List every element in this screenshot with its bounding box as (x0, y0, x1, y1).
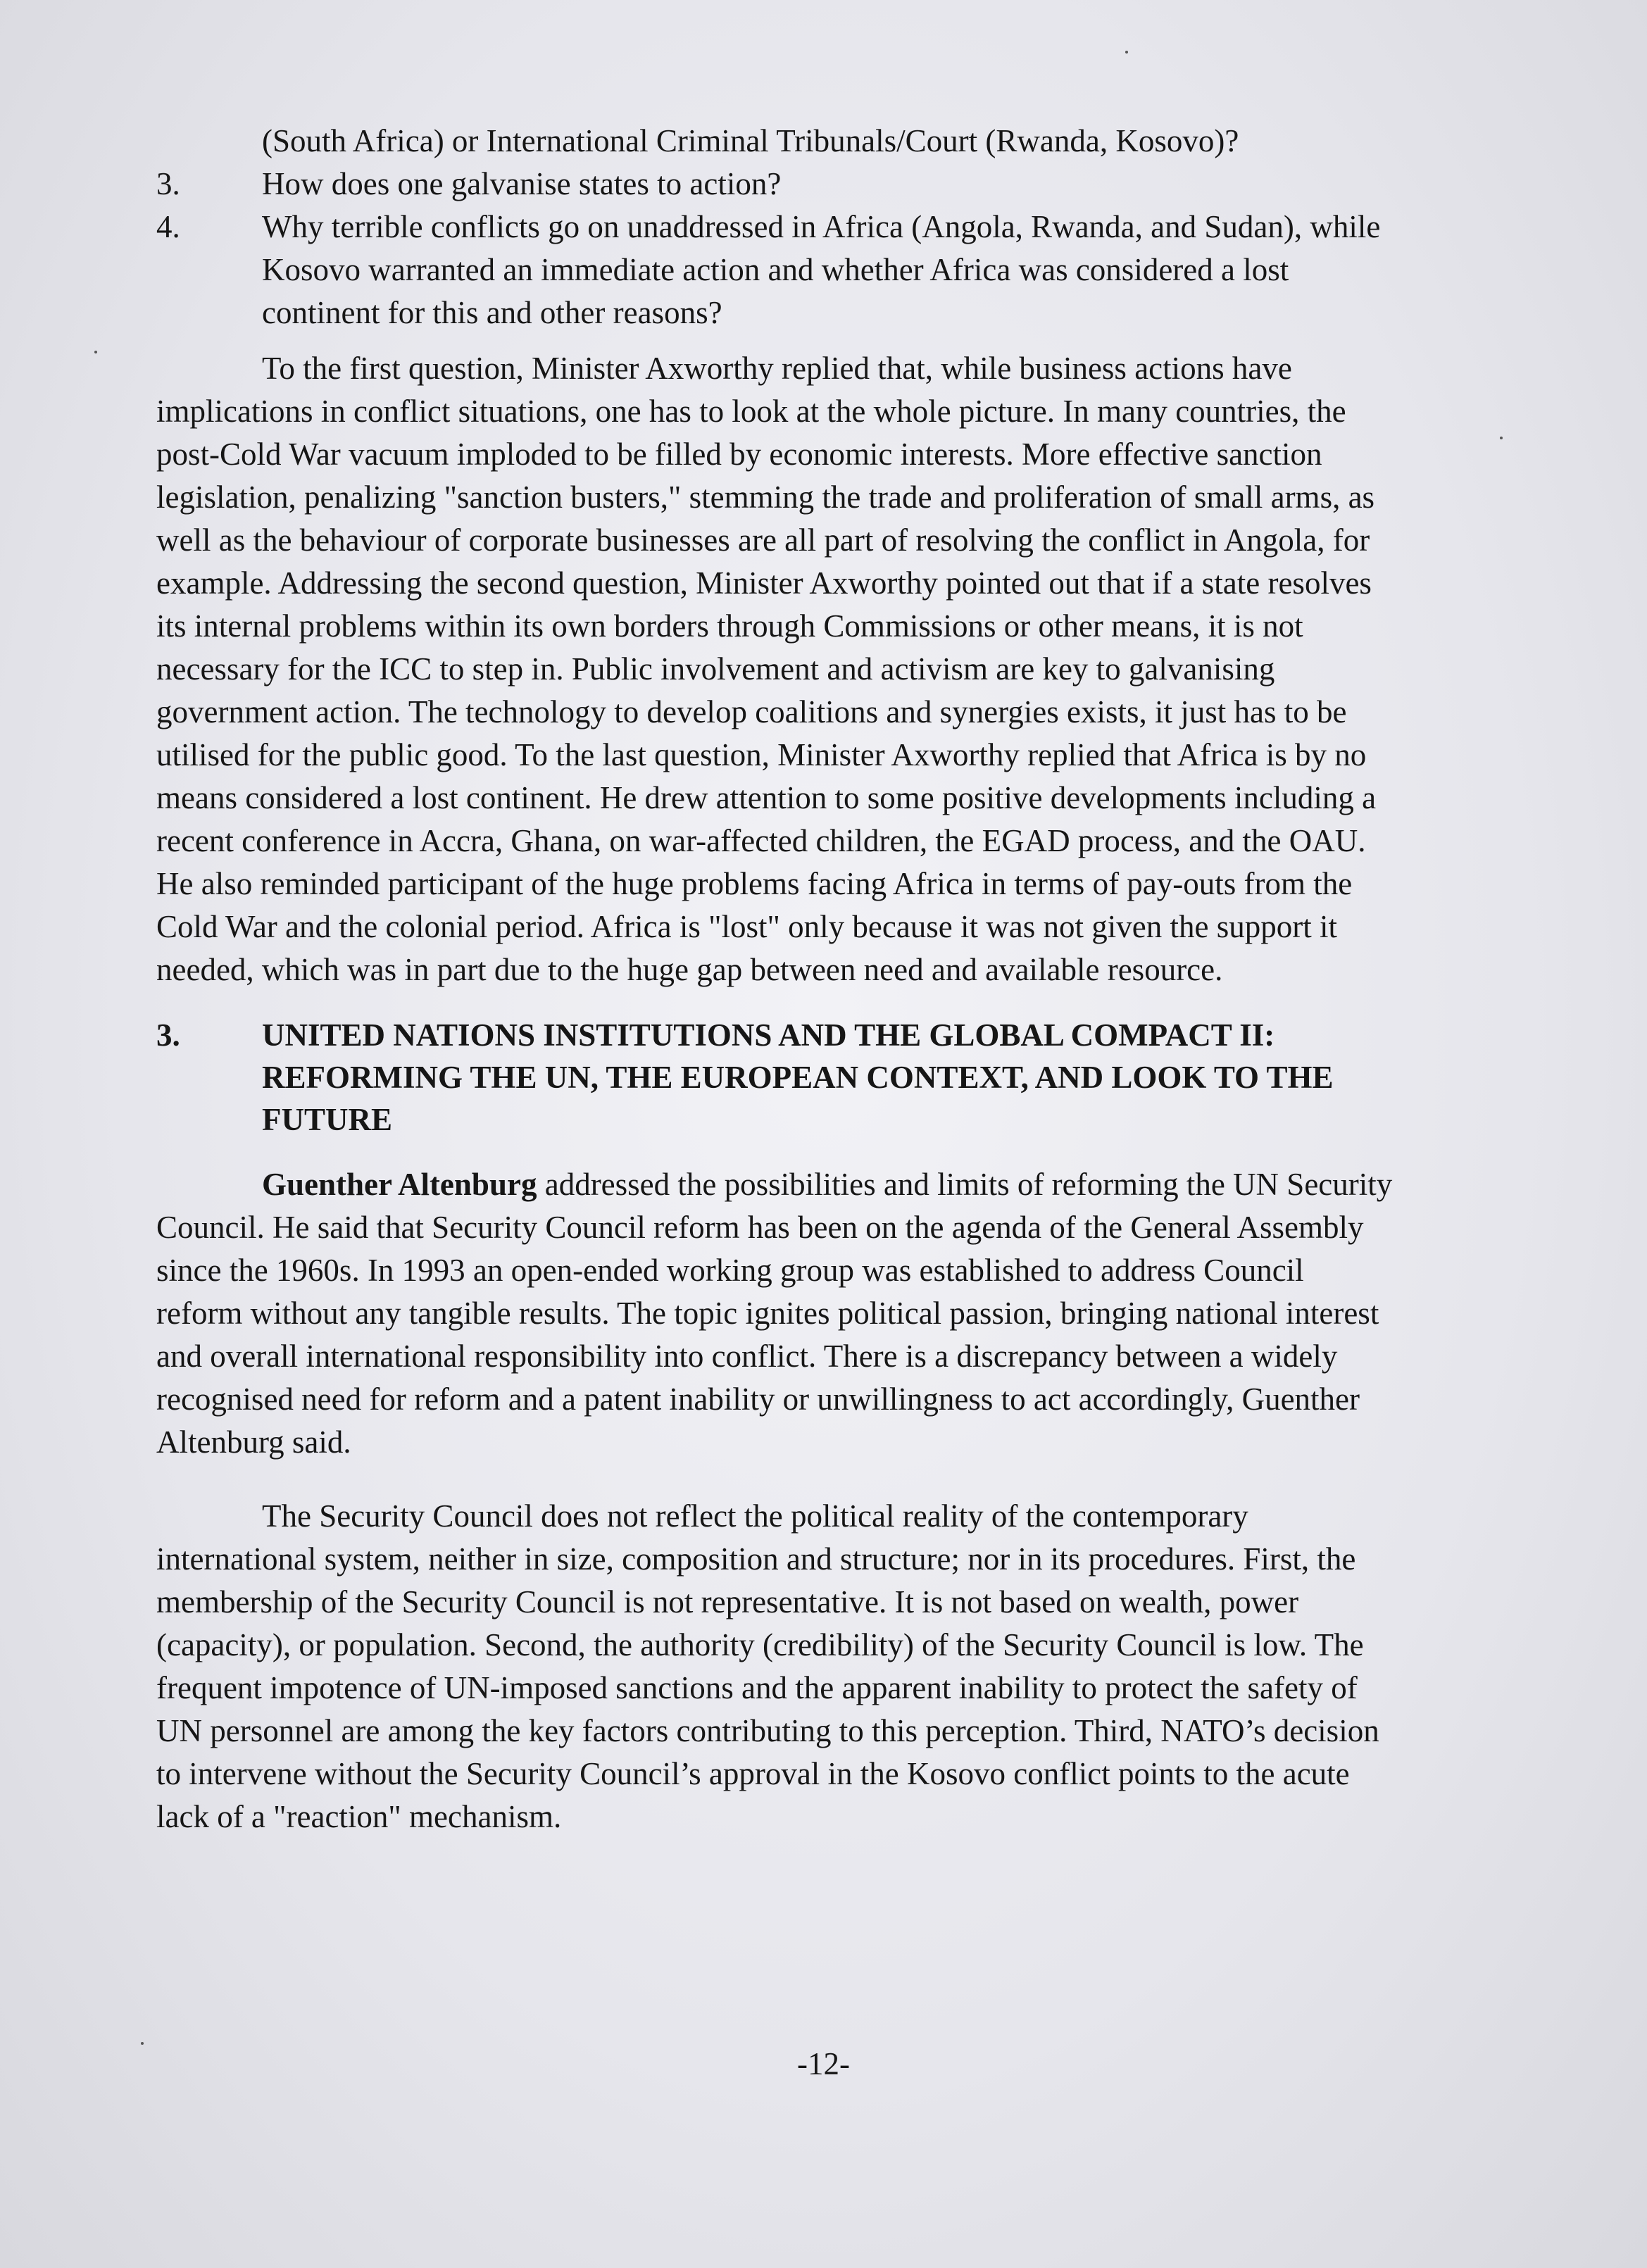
question-text: How does one galvanise states to action? (262, 166, 782, 201)
section-title-line: UNITED NATIONS INSTITUTIONS AND THE GLOBAL COMPACT II: (262, 1017, 1275, 1053)
paragraph-line: its internal problems within its own borders through Commissions or other means, it is not (156, 608, 1303, 644)
paragraph-altenburg (156, 1163, 1543, 1464)
scan-speck (141, 2042, 144, 2045)
paragraph-line: international system, neither in size, composition and structure; nor in its procedures. First, the (156, 1541, 1356, 1577)
paragraph-line: needed, which was in part due to the huge gap between need and available resource. (156, 952, 1223, 987)
paragraph-line: and overall international responsibility into conflict. There is a discrepancy between a widely (156, 1339, 1338, 1374)
question-list (156, 120, 1543, 334)
section-heading (156, 1014, 1543, 1141)
paragraph-line (156, 1163, 1543, 1206)
paragraph-line: well as the behaviour of corporate businesses are all part of resolving the conflict in Angola, for (156, 522, 1370, 558)
paragraph-line: Cold War and the colonial period. Africa is "lost" only because it was not given the support it (156, 909, 1337, 944)
paragraph-line: (capacity), or population. Second, the authority (credibility) of the Security Council is low. The (156, 1627, 1364, 1662)
paragraph-line: to intervene without the Security Council’s approval in the Kosovo conflict points to the acute (156, 1756, 1350, 1791)
paragraph-line: implications in conflict situations, one has to look at the whole picture. In many countries, the (156, 394, 1346, 429)
paragraph-line: Altenburg said. (156, 1424, 351, 1460)
scan-speck (94, 351, 97, 353)
paragraph-line: recent conference in Accra, Ghana, on war-affected children, the EGAD process, and the OAU. (156, 823, 1366, 858)
question-text: Why terrible conflicts go on unaddressed in Africa (Angola, Rwanda, and Sudan), while (262, 209, 1381, 244)
question-item (156, 206, 1543, 249)
paragraph-axworthy-reply (156, 347, 1543, 991)
section-title-line: REFORMING THE UN, THE EUROPEAN CONTEXT, AND LOOK TO THE (262, 1060, 1334, 1095)
paragraph-line: lack of a "reaction" mechanism. (156, 1799, 562, 1834)
paragraph-line: Council. He said that Security Council reform has been on the agenda of the General Assembly (156, 1210, 1364, 1245)
scan-speck (1125, 51, 1128, 54)
paragraph-line: recognised need for reform and a patent inability or unwillingness to act accordingly, Guenther (156, 1382, 1360, 1417)
paragraph-text: addressed the possibilities and limits of reforming the UN Security (537, 1167, 1393, 1202)
page-number: -12- (797, 2046, 850, 2081)
paragraph-line: To the first question, Minister Axworthy replied that, while business actions have (262, 351, 1292, 386)
question-text-line: continent for this and other reasons? (262, 295, 722, 330)
paragraph-line: since the 1960s. In 1993 an open-ended working group was established to address Council (156, 1253, 1304, 1288)
paragraph-line: post-Cold War vacuum imploded to be filled by economic interests. More effective sanction (156, 437, 1322, 472)
page-content (156, 120, 1543, 1838)
paragraph-line: frequent impotence of UN-imposed sanctions and the apparent inability to protect the safety of (156, 1670, 1358, 1705)
speaker-name: Guenther Altenburg (262, 1167, 537, 1202)
paragraph-security-council (156, 1495, 1543, 1838)
paragraph-line: He also reminded participant of the huge problems facing Africa in terms of pay-outs from the (156, 866, 1353, 901)
paragraph-line: reform without any tangible results. The topic ignites political passion, bringing national interest (156, 1296, 1379, 1331)
paragraph-line: means considered a lost continent. He drew attention to some positive developments including a (156, 780, 1377, 815)
paragraph-line: UN personnel are among the key factors contributing to this perception. Third, NATO’s decision (156, 1713, 1379, 1748)
paragraph-line: government action. The technology to develop coalitions and synergies exists, it just has to be (156, 694, 1347, 729)
question-number: 3. (156, 166, 180, 201)
paragraph-line: legislation, penalizing "sanction busters," stemming the trade and proliferation of small arms, as (156, 480, 1375, 515)
section-number: 3. (156, 1017, 180, 1053)
paragraph-line: utilised for the public good. To the last question, Minister Axworthy replied that Africa is by no (156, 737, 1367, 772)
paragraph-line: The Security Council does not reflect the political reality of the contemporary (262, 1498, 1248, 1534)
scan-speck (1500, 437, 1503, 439)
question-continuation: (South Africa) or International Criminal Tribunals/Court (Rwanda, Kosovo)? (262, 123, 1239, 158)
paragraph-line: necessary for the ICC to step in. Public involvement and activism are key to galvanising (156, 651, 1275, 687)
section-title-line: FUTURE (262, 1102, 393, 1137)
question-item (156, 163, 1543, 206)
question-number: 4. (156, 209, 180, 244)
paragraph-line: membership of the Security Council is not representative. It is not based on wealth, power (156, 1584, 1299, 1619)
question-text-line: Kosovo warranted an immediate action and whether Africa was considered a lost (262, 252, 1289, 287)
paragraph-line: example. Addressing the second question, Minister Axworthy pointed out that if a state resolves (156, 565, 1372, 601)
